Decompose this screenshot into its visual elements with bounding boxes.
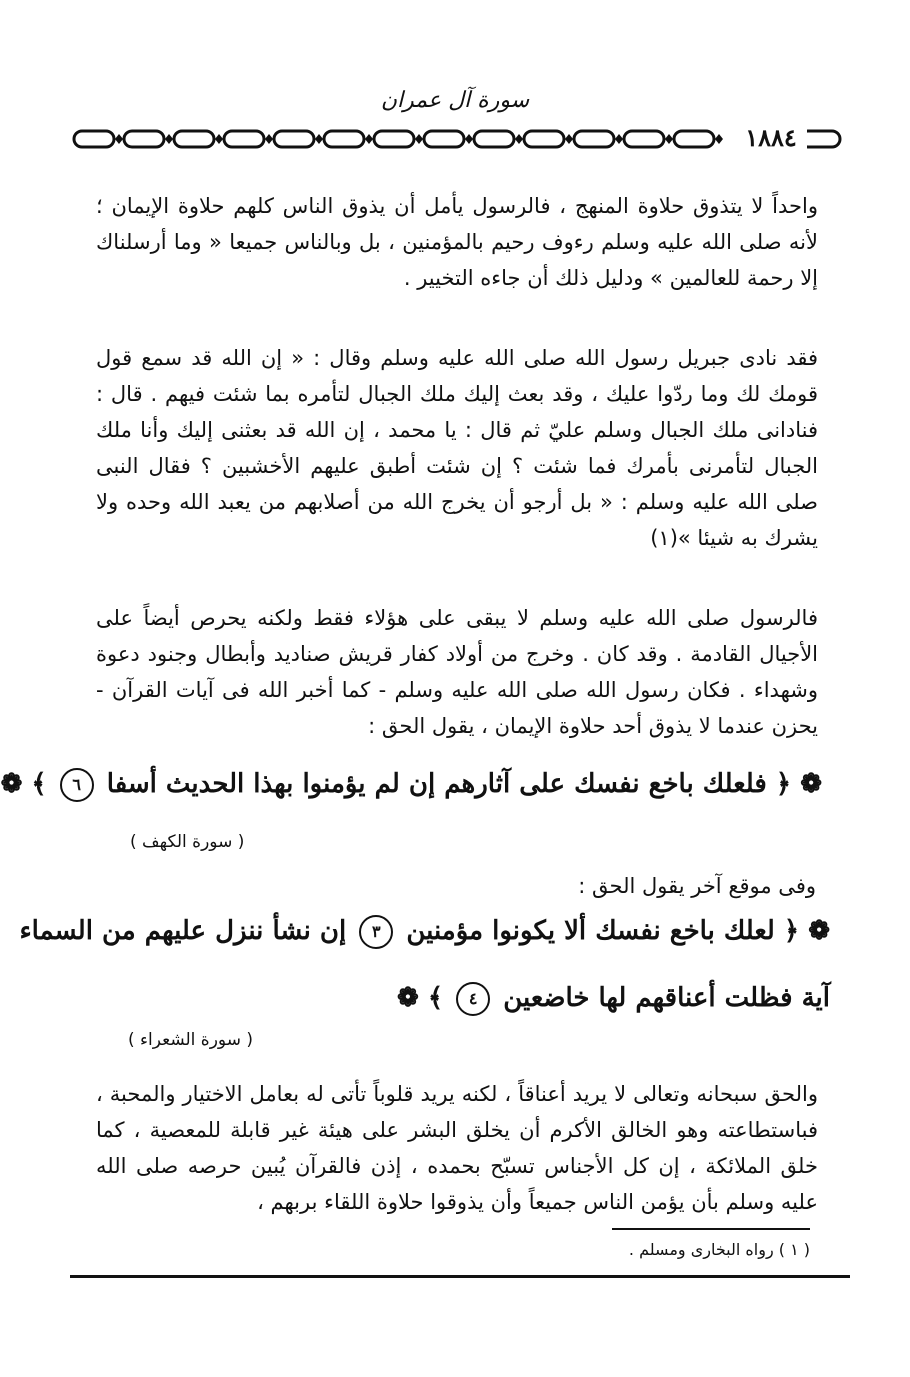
paragraph-1: واحداً لا يتذوق حلاوة المنهج ، فالرسول يأمل أن يذوق الناس كلهم حلاوة الإيمان ؛ لأنه صلى الله عليه وسلم رءوف رحيم بالمؤمنين ، بل وبالناس جميعا « وما أرسلناك إلا رحمة للعالمين » ودليل ذلك أن جاءه التخيير . [96,194,818,290]
verse-text-continued: إن نشأ ننزل عليهم من السماء [19,916,347,946]
footnote: ( ١ ) رواه البخارى ومسلم . [628,1240,810,1259]
header-ornament [72,124,842,154]
surah-reference: ( سورة الشعراء ) [128,1030,253,1050]
page-number: ١٨٨٤ [735,123,807,153]
paragraph-4: والحق سبحانه وتعالى لا يريد أعناقاً ، لكنه يريد قلوباً تأتى له بعامل الاختيار والمحبة ، فباستطاعته وهو الخالق الأكرم أن يخلق البشر على هيئة غير قابلة للمعصية ، كما خلق الملائكة ، إن كل الأجناس تسبّح بحمده ، إذن فالقرآن يُبين حرصه صلى الله عليه وسلم بأن يؤمن الناس جميعاً وأن يذوقوا حلاوة اللقاء بربهم ، [96,1082,818,1214]
verse-number: ٣ [359,915,393,949]
verse-close-ornament: ﴾ ❁ [0,769,47,799]
verse-shuara-line-1 [19,915,830,949]
verse-open-ornament: ❁ ﴿ [783,916,830,946]
verse-text: لعلك باخع نفسك ألا يكونوا مؤمنين [406,916,775,946]
verse-intro: وفى موقع آخر يقول الحق : [578,874,816,898]
surah-title: سورة آل عمران [380,88,530,113]
verse-number: ٦ [60,768,94,802]
verse-shuara-line-2 [396,982,830,1016]
verse-text: آية فظلت أعناقهم لها خاضعين [503,983,830,1013]
verse-text: فلعلك باخع نفسك على آثارهم إن لم يؤمنوا بهذا الحديث أسفا [106,769,767,799]
verse-number: ٤ [456,982,490,1016]
bottom-rule [70,1275,850,1278]
verse-close-ornament: ﴾ ❁ [396,983,444,1013]
verse-kahf [0,768,822,802]
paragraph-3: فالرسول صلى الله عليه وسلم لا يبقى على هؤلاء فقط ولكنه يحرص أيضاً على الأجيال القادمة . وقد كان . وخرج من أولاد كفار قريش صناديد وأبطال وجنود دعوة وشهداء . فكان رسول الله صلى الله عليه وسلم - كما أخبر الله فى آيات القرآن - يحزن عندما لا يذوق أحد حلاوة الإيمان ، يقول الحق : [96,606,818,738]
surah-reference: ( سورة الكهف ) [130,832,245,852]
paragraph-2: فقد نادى جبريل رسول الله صلى الله عليه وسلم وقال : « إن الله قد سمع قول قومك لك وما ردّوا عليك ، وقد بعث إليك ملك الجبال لتأمره بما شئت فيهم . قال : فنادانى ملك الجبال وسلم عليّ ثم قال : يا محمد ، إن الله قد بعثنى إليك وأنا ملك الجبال لتأمرنى بأمرك فما شئت ؟ إن شئت أطبق عليهم الأخشبين ؟ فقال النبى صلى الله عليه وسلم : « بل أرجو أن يخرج الله من أصلابهم من يعبد الله وحده ولا يشرك به شيئا »(١) [96,346,818,550]
footnote-divider [612,1228,810,1230]
verse-open-ornament: ❁ ﴿ [775,769,822,799]
